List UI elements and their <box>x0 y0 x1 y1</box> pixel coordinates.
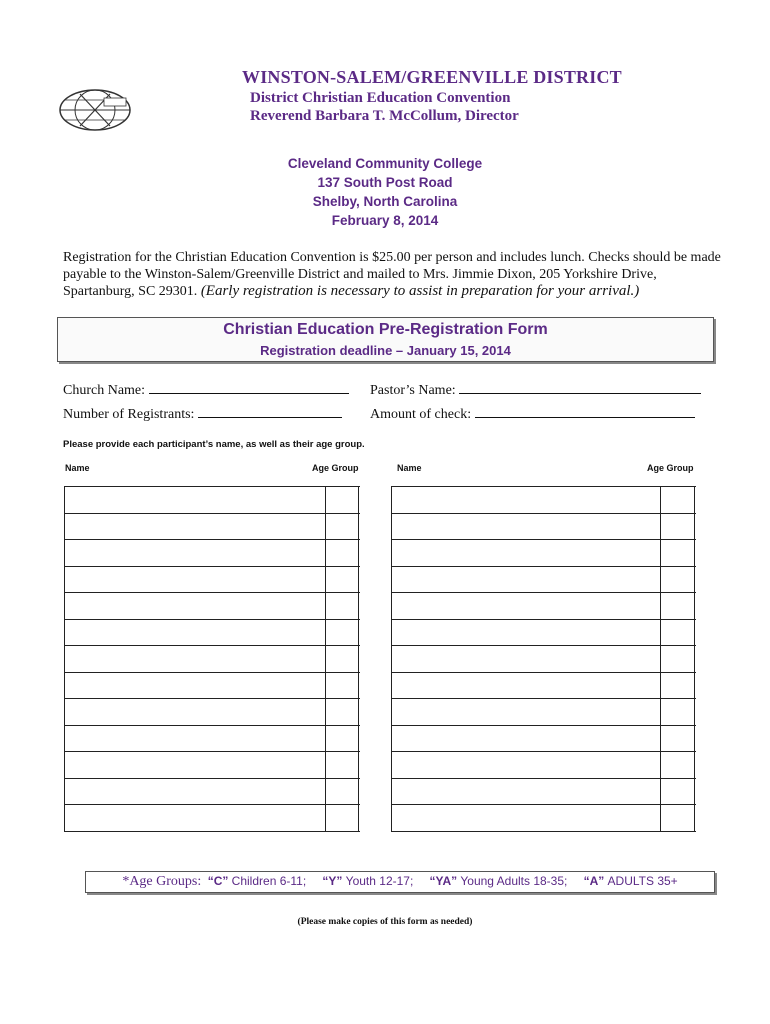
right-participant-table[interactable] <box>391 486 695 832</box>
registration-info <box>63 249 723 300</box>
church-name-label: Church Name: <box>63 383 146 398</box>
table-row[interactable] <box>392 645 696 646</box>
age-label-c: Children 6-11; <box>231 874 307 888</box>
age-label-ya: Young Adults 18-35; <box>460 874 568 888</box>
table-row[interactable] <box>392 698 696 699</box>
pastor-name-label: Pastor’s Name: <box>370 383 456 398</box>
venue-name: Cleveland Community College <box>287 156 483 171</box>
table-row[interactable] <box>65 672 360 673</box>
convention-name: District Christian Education Convention <box>250 90 511 106</box>
instruction-text: Please provide each participant’s name, as well as their age group. <box>63 439 365 450</box>
left-column-divider <box>325 486 326 832</box>
table-row[interactable] <box>65 645 360 646</box>
left-participant-table[interactable] <box>64 486 359 832</box>
church-name-field[interactable] <box>63 381 349 399</box>
age-label-a: ADULTS 35+ <box>607 874 678 888</box>
district-logo <box>58 88 132 132</box>
age-groups-lead: *Age Groups: <box>122 874 202 889</box>
table-row[interactable] <box>65 592 360 593</box>
registration-text: Registration for the Christian Education Convention is $25.00 per person and includes lunch. Checks should be made payable to the Winston-Salem/Greenville District and mailed to Mrs. Jimmie Dixon, 205 Yorkshire Drive, Spartanburg, SC 29301. <box>63 250 721 299</box>
left-name-header: Name <box>65 463 90 473</box>
num-registrants-label: Number of Registrants: <box>63 407 195 422</box>
table-row[interactable] <box>392 778 696 779</box>
age-label-y: Youth 12-17; <box>345 874 414 888</box>
registration-deadline: Registration deadline – January 15, 2014 <box>260 343 511 358</box>
age-groups-box <box>85 871 715 893</box>
venue-city: Shelby, North Carolina <box>312 194 458 209</box>
age-code-c: “C” <box>207 874 229 888</box>
num-registrants-line[interactable] <box>198 405 342 418</box>
table-row[interactable] <box>392 592 696 593</box>
table-row[interactable] <box>65 539 360 540</box>
left-right-border <box>358 486 359 832</box>
right-age-header: Age Group <box>647 463 694 473</box>
table-row[interactable] <box>392 725 696 726</box>
table-row[interactable] <box>65 751 360 752</box>
venue-address: 137 South Post Road <box>317 175 453 190</box>
table-row[interactable] <box>65 513 360 514</box>
amount-check-label: Amount of check: <box>370 407 472 422</box>
age-code-y: “Y” <box>322 874 343 888</box>
age-code-ya: “YA” <box>429 874 458 888</box>
table-row[interactable] <box>392 804 696 805</box>
early-registration-note: (Early registration is necessary to assist in preparation for your arrival.) <box>200 283 640 299</box>
table-row[interactable] <box>65 778 360 779</box>
table-row[interactable] <box>392 486 696 487</box>
table-row[interactable] <box>392 566 696 567</box>
right-name-header: Name <box>397 463 422 473</box>
table-row[interactable] <box>65 804 360 805</box>
left-age-header: Age Group <box>312 463 359 473</box>
church-name-line[interactable] <box>149 381 349 394</box>
form-header-box <box>57 317 714 362</box>
table-row[interactable] <box>392 513 696 514</box>
table-row[interactable] <box>65 831 360 832</box>
age-groups-legend <box>86 873 714 890</box>
table-row[interactable] <box>65 486 360 487</box>
district-title: WINSTON-SALEM/GREENVILLE DISTRICT <box>242 67 622 87</box>
right-column-divider <box>660 486 661 832</box>
num-registrants-field[interactable] <box>63 405 342 423</box>
event-date: February 8, 2014 <box>331 213 439 228</box>
table-row[interactable] <box>65 725 360 726</box>
pastor-name-line[interactable] <box>459 381 701 394</box>
table-row[interactable] <box>392 672 696 673</box>
table-row[interactable] <box>65 698 360 699</box>
director-name: Reverend Barbara T. McCollum, Director <box>250 108 519 124</box>
table-row[interactable] <box>65 619 360 620</box>
table-row[interactable] <box>65 566 360 567</box>
amount-check-field[interactable] <box>370 405 695 423</box>
age-code-a: “A” <box>583 874 605 888</box>
copies-note: (Please make copies of this form as needed) <box>297 917 473 927</box>
form-title: Christian Education Pre-Registration Form <box>223 321 548 338</box>
pastor-name-field[interactable] <box>370 381 701 399</box>
table-row[interactable] <box>392 619 696 620</box>
table-row[interactable] <box>392 831 696 832</box>
amount-check-line[interactable] <box>475 405 695 418</box>
table-row[interactable] <box>392 539 696 540</box>
table-row[interactable] <box>392 751 696 752</box>
right-right-border <box>694 486 695 832</box>
